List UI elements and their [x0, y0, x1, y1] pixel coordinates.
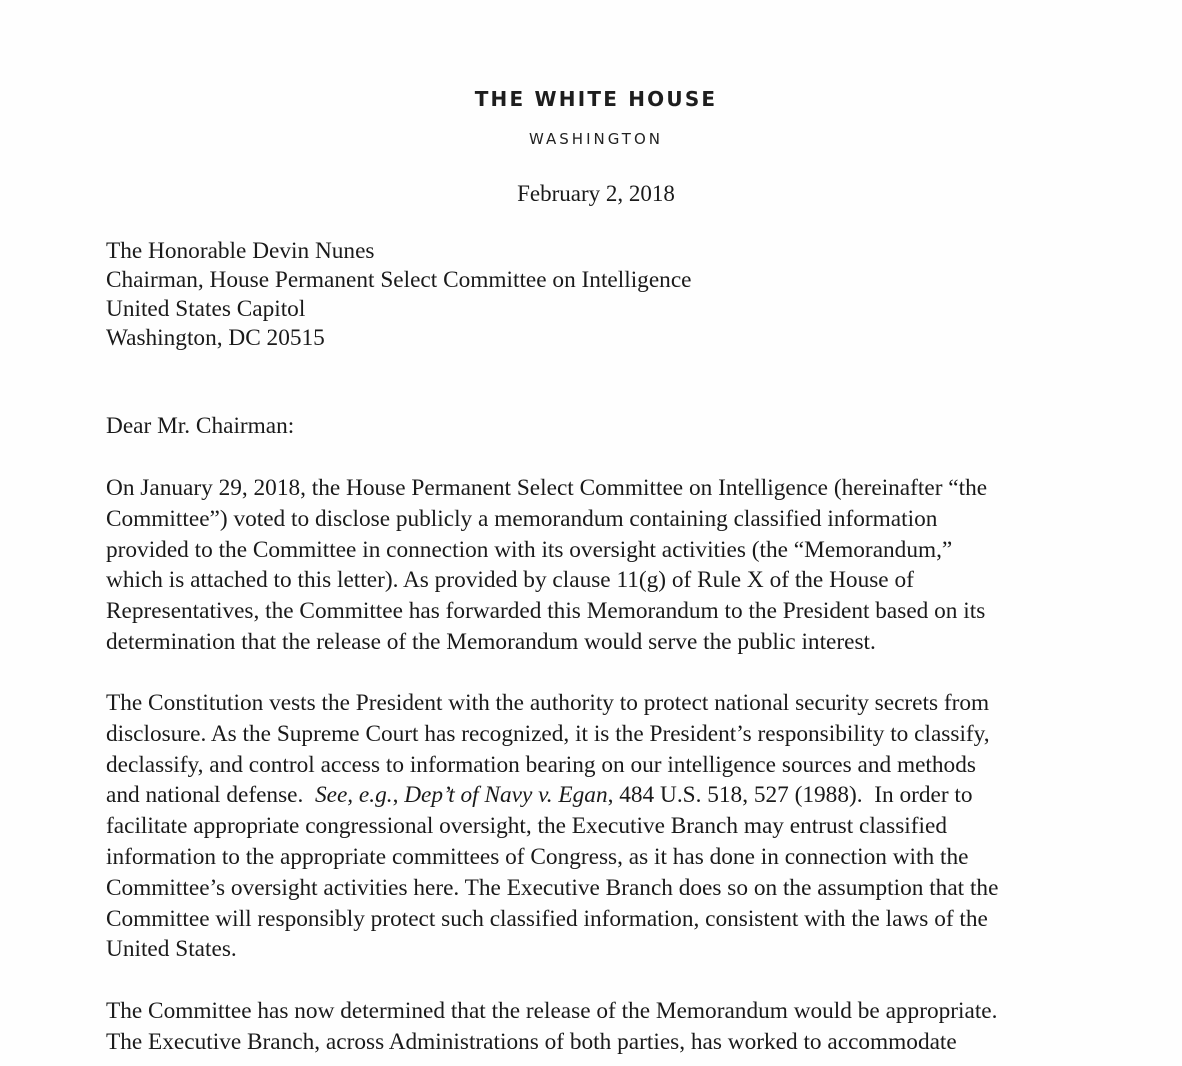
recipient-address: [106, 237, 1086, 353]
citation-comma: ,: [392, 782, 405, 809]
paragraph-1: [106, 473, 1086, 658]
citation-case-name: Dep’t of Navy v. Egan: [404, 782, 608, 809]
citation-signal: See, e.g.: [314, 782, 393, 809]
paragraph-line: disclosure. As the Supreme Court has recognized, it is the President’s responsibility to classify,: [106, 720, 990, 747]
recipient-city: Washington, DC 20515: [106, 325, 325, 351]
paragraph-line: Committee will responsibly protect such classified information, consistent with the laws of the: [106, 905, 988, 932]
paragraph-line: Committee”) voted to disclose publicly a memorandum containing classified information: [106, 505, 938, 532]
paragraph-line: which is attached to this letter). As provided by clause 11(g) of Rule X of the House of: [106, 567, 914, 594]
paragraph-line: On January 29, 2018, the House Permanent Select Committee on Intelligence (hereinafter “the: [106, 475, 988, 501]
citation-reporter: , 484 U.S. 518, 527 (1988). In order to: [607, 782, 973, 809]
paragraph-line: provided to the Committee in connection with its oversight activities (the “Memorandum,”: [106, 536, 953, 563]
letter-date: February 2, 2018: [517, 181, 675, 206]
paragraph-line: The Executive Branch, across Administrations of both parties, has worked to accommodate: [106, 1028, 957, 1055]
paragraph-line: The Committee has now determined that the release of the Memorandum would be appropriate.: [106, 998, 998, 1024]
recipient-building: United States Capitol: [106, 296, 306, 322]
recipient-name: The Honorable Devin Nunes: [106, 238, 375, 264]
paragraph-3: [106, 996, 1086, 1058]
letterhead-subtitle: WASHINGTON: [529, 130, 663, 148]
paragraph-line: Committee’s oversight activities here. The Executive Branch does so on the assumption that the: [106, 874, 999, 901]
citation-lead: and national defense.: [106, 782, 315, 809]
paragraph-line: United States.: [106, 936, 237, 963]
paragraph-line: facilitate appropriate congressional oversight, the Executive Branch may entrust classified: [106, 813, 947, 840]
paragraph-line: The Constitution vests the President with the authority to protect national security secrets from: [106, 690, 990, 716]
paragraph-2: [106, 688, 1086, 965]
paragraph-line: determination that the release of the Memorandum would serve the public interest.: [106, 628, 876, 655]
paragraph-line-citation: [106, 780, 1086, 811]
recipient-title: Chairman, House Permanent Select Committee on Intelligence: [106, 267, 692, 293]
paragraph-line: declassify, and control access to information bearing on our intelligence sources and methods: [106, 751, 976, 778]
salutation: Dear Mr. Chairman:: [106, 413, 295, 439]
paragraph-line: information to the appropriate committees of Congress, as it has done in connection with the: [106, 843, 969, 870]
letterhead-title: THE WHITE HOUSE: [474, 87, 718, 111]
paragraph-line: Representatives, the Committee has forwarded this Memorandum to the President based on its: [106, 598, 986, 625]
